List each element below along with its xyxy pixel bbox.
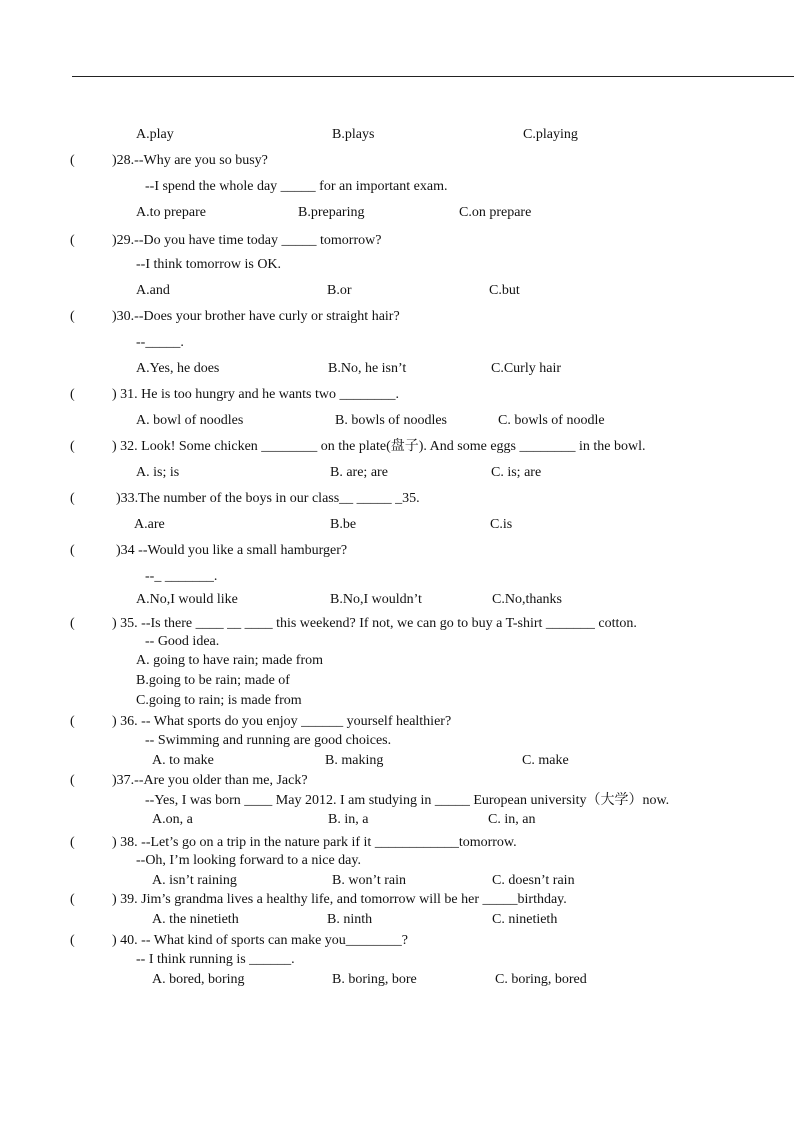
text-line: )34 --Would you like a small hamburger? (116, 543, 348, 558)
text-line: A.Yes, he does (136, 361, 220, 376)
answer-paren: ( (70, 387, 75, 402)
text-line: B.or (327, 283, 352, 298)
text-line: A. isn’t raining (152, 873, 237, 888)
text-line: B. bowls of noodles (335, 413, 447, 428)
text-line: ) 36. -- What sports do you enjoy ______ yourself healthier? (112, 714, 452, 729)
text-line: B. boring, bore (332, 972, 417, 987)
text-line: A. going to have rain; made from (136, 653, 324, 668)
text-line: ) 35. --Is there ____ __ ____ this weekend? If not, we can go to buy a T-shirt _______ cotton. (112, 616, 637, 631)
text-line: ) 38. --Let’s go on a trip in the nature park if it ____________tomorrow. (112, 835, 517, 850)
answer-paren: ( (70, 543, 75, 558)
text-line: C.going to rain; is made from (136, 693, 302, 708)
text-line: )37.--Are you older than me, Jack? (112, 773, 308, 788)
text-line: C. boring, bored (495, 972, 587, 987)
text-line: B.be (330, 517, 357, 532)
text-line: )33.The number of the boys in our class__ _____ _35. (116, 491, 420, 506)
text-line: A.to prepare (136, 205, 206, 220)
answer-paren: ( (70, 773, 75, 788)
text-line: C. ninetieth (492, 912, 558, 927)
text-line: C. make (522, 753, 569, 768)
answer-paren: ( (70, 835, 75, 850)
text-line: A.on, a (152, 812, 193, 827)
text-line: -- I think running is ______. (136, 952, 295, 967)
text-line: A.play (136, 127, 174, 142)
text-line: B. in, a (328, 812, 369, 827)
text-line: )30.--Does your brother have curly or straight hair? (112, 309, 400, 324)
text-line: )28.--Why are you so busy? (112, 153, 268, 168)
text-line: ) 40. -- What kind of sports can make you________? (112, 933, 409, 948)
text-line: B.going to be rain; made of (136, 673, 290, 688)
answer-paren: ( (70, 233, 75, 248)
text-line: C.on prepare (459, 205, 532, 220)
text-line: B.No,I wouldn’t (330, 592, 422, 607)
answer-paren: ( (70, 309, 75, 324)
text-line: B. making (325, 753, 384, 768)
text-line: C.Curly hair (491, 361, 561, 376)
text-line: B. ninth (327, 912, 373, 927)
text-line: )29.--Do you have time today _____ tomorrow? (112, 233, 382, 248)
text-line: -- Good idea. (145, 634, 220, 649)
text-line: A.and (136, 283, 170, 298)
header-rule (72, 76, 794, 77)
text-line: B. won’t rain (332, 873, 407, 888)
text-line: C.is (490, 517, 513, 532)
text-line: --Yes, I was born ____ May 2012. I am studying in _____ European university（大学）now. (145, 793, 670, 808)
text-line: A. is; is (136, 465, 180, 480)
answer-paren: ( (70, 933, 75, 948)
answer-paren: ( (70, 616, 75, 631)
text-line: C. doesn’t rain (492, 873, 575, 888)
text-line: C.playing (523, 127, 578, 142)
text-line: A.are (134, 517, 165, 532)
text-line: B.preparing (298, 205, 365, 220)
text-line: A. the ninetieth (152, 912, 239, 927)
answer-paren: ( (70, 153, 75, 168)
text-line: C.but (489, 283, 520, 298)
text-line: --_____. (136, 335, 184, 350)
text-line: A. bored, boring (152, 972, 245, 987)
answer-paren: ( (70, 439, 75, 454)
text-line: A. bowl of noodles (136, 413, 244, 428)
text-line: C. bowls of noodle (498, 413, 605, 428)
text-line: ) 32. Look! Some chicken ________ on the plate(盘子). And some eggs ________ in the bowl. (112, 439, 646, 454)
text-line: ) 39. Jim’s grandma lives a healthy life, and tomorrow will be her _____birthday. (112, 892, 567, 907)
text-line: A. to make (152, 753, 214, 768)
text-line: B.plays (332, 127, 375, 142)
text-line: --_ _______. (145, 569, 218, 584)
text-line: --I spend the whole day _____ for an important exam. (145, 179, 448, 194)
answer-paren: ( (70, 491, 75, 506)
text-line: A.No,I would like (136, 592, 238, 607)
text-line: B.No, he isn’t (328, 361, 407, 376)
text-line: --I think tomorrow is OK. (136, 257, 282, 272)
text-line: -- Swimming and running are good choices. (145, 733, 392, 748)
text-line: C. is; are (491, 465, 542, 480)
text-line: ) 31. He is too hungry and he wants two ________. (112, 387, 399, 402)
answer-paren: ( (70, 892, 75, 907)
text-line: C.No,thanks (492, 592, 562, 607)
text-line: B. are; are (330, 465, 388, 480)
answer-paren: ( (70, 714, 75, 729)
text-line: --Oh, I’m looking forward to a nice day. (136, 853, 361, 868)
text-line: C. in, an (488, 812, 536, 827)
